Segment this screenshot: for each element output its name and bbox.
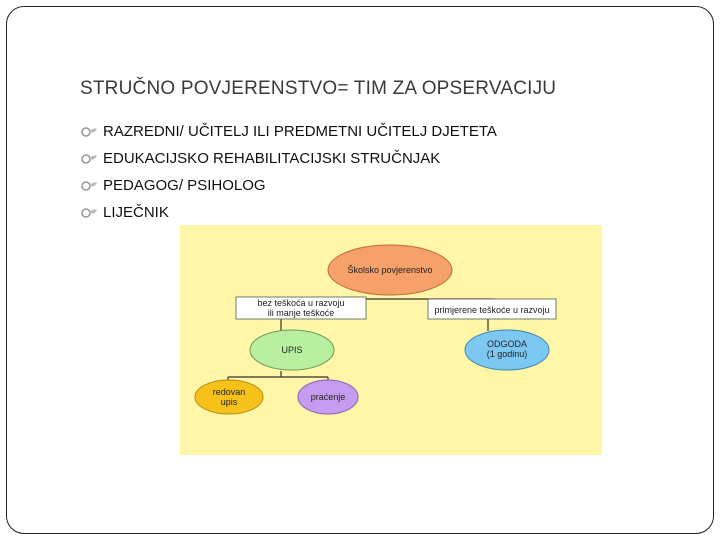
bullet-item: [80, 199, 497, 226]
bullet-text: PEDAGOG/ PSIHOLOG: [103, 177, 266, 194]
right-node-label-1: ODGODA: [486, 339, 528, 349]
right-node-label-2: (1 godinu): [486, 349, 528, 359]
leaf-1-label-2: upis: [220, 397, 238, 407]
gear-leaf-icon: [80, 124, 98, 140]
bullet-item: [80, 172, 497, 199]
right-branch-label: primjerene teškoće u razvoju: [434, 305, 550, 315]
root-label: Školsko povjerenstvo: [347, 265, 433, 275]
slide-title: STRUČNO POVJERENSTVO= TIM ZA OPSERVACIJU: [80, 78, 557, 99]
bullet-text: EDUKACIJSKO REHABILITACIJSKI STRUČNJAK: [103, 150, 441, 167]
left-node-label: UPIS: [281, 345, 303, 355]
leaf-2-label: praćenje: [310, 392, 346, 402]
gear-leaf-icon: [80, 205, 98, 221]
bullet-item: [80, 118, 497, 145]
left-branch-label-2: ili manje teškoće: [267, 308, 335, 318]
gear-leaf-icon: [80, 178, 98, 194]
bullet-list: [80, 118, 497, 226]
bullet-item: [80, 145, 497, 172]
flow-diagram: [180, 225, 602, 455]
left-branch-label-1: bez teškoća u razvoju: [257, 298, 345, 308]
leaf-1-label-1: redovan: [212, 387, 246, 397]
bullet-text: LIJEČNIK: [103, 204, 169, 221]
gear-leaf-icon: [80, 151, 98, 167]
bullet-text: RAZREDNI/ UČITELJ ILI PREDMETNI UČITELJ DJETETA: [103, 123, 497, 140]
